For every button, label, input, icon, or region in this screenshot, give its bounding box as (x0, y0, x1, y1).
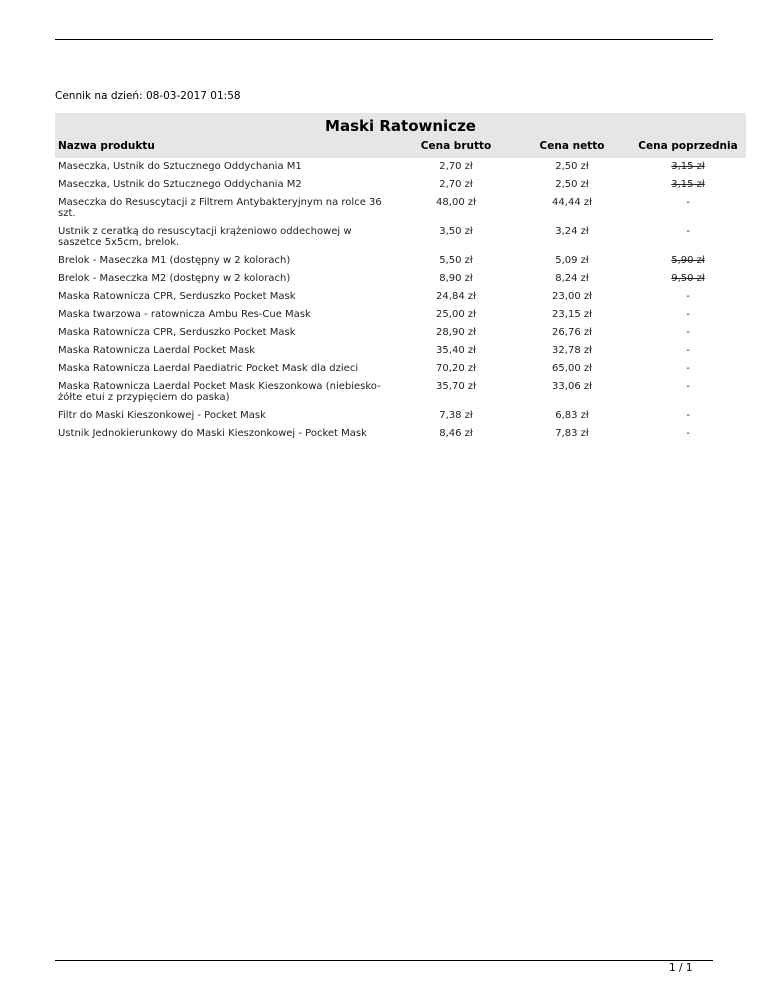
product-name-cell: Maseczka do Resuscytacji z Filtrem Antybakteryjnym na rolce 36 szt. (58, 197, 382, 219)
gross-price-cell: 28,90 zł (436, 327, 476, 338)
table-row (55, 270, 746, 288)
product-name-cell: Maska Ratownicza CPR, Serduszko Pocket Mask (58, 291, 296, 302)
net-price-cell: 26,76 zł (552, 327, 592, 338)
net-price-cell: 33,06 zł (552, 381, 592, 392)
gross-price-cell: 3,50 zł (439, 226, 473, 237)
gross-price-cell: 70,20 zł (436, 363, 476, 374)
product-name-cell: Ustnik z ceratką do resuscytacji krążeniowo oddechowej w saszetce 5x5cm, brelok. (58, 226, 352, 248)
net-price-cell: 2,50 zł (555, 161, 589, 172)
net-price-cell: 7,83 zł (555, 428, 589, 439)
net-price-cell: 6,83 zł (555, 410, 589, 421)
gross-price-cell: 24,84 zł (436, 291, 476, 302)
net-price-cell: 32,78 zł (552, 345, 592, 356)
gross-price-cell: 8,90 zł (439, 273, 473, 284)
gross-price-cell: 35,40 zł (436, 345, 476, 356)
previous-price-cell: - (686, 291, 690, 302)
previous-price-cell: - (686, 345, 690, 356)
product-name-cell: Filtr do Maski Kieszonkowej - Pocket Mask (58, 410, 266, 421)
table-row (55, 425, 746, 443)
table-row (55, 360, 746, 378)
net-price-cell: 23,00 zł (552, 291, 592, 302)
product-name-cell: Maska Ratownicza CPR, Serduszko Pocket Mask (58, 327, 296, 338)
gross-price-cell: 7,38 zł (439, 410, 473, 421)
column-header-net: Cena netto (514, 137, 630, 158)
net-price-cell: 8,24 zł (555, 273, 589, 284)
table-title: Maski Ratownicze (55, 113, 746, 137)
table-row (55, 407, 746, 425)
price-list-date: Cennik na dzień: 08-03-2017 01:58 (55, 90, 241, 102)
price-table (55, 113, 746, 443)
table-row (55, 223, 746, 252)
gross-price-cell: 8,46 zł (439, 428, 473, 439)
product-name-cell: Maseczka, Ustnik do Sztucznego Oddychania M1 (58, 161, 302, 172)
product-name-cell: Maska twarzowa - ratownicza Ambu Res-Cue Mask (58, 309, 311, 320)
previous-price-cell: 5,90 zł (671, 255, 705, 266)
previous-price-cell: 9,50 zł (671, 273, 705, 284)
product-name-cell: Brelok - Maseczka M1 (dostępny w 2 kolorach) (58, 255, 291, 266)
product-name-cell: Brelok - Maseczka M2 (dostępny w 2 kolorach) (58, 273, 291, 284)
product-name-cell: Ustnik Jednokierunkowy do Maski Kieszonkowej - Pocket Mask (58, 428, 367, 439)
net-price-cell: 65,00 zł (552, 363, 592, 374)
table-body (55, 158, 746, 443)
net-price-cell: 23,15 zł (552, 309, 592, 320)
gross-price-cell: 25,00 zł (436, 309, 476, 320)
net-price-cell: 44,44 zł (552, 197, 592, 208)
product-name-cell: Maseczka, Ustnik do Sztucznego Oddychania M2 (58, 179, 302, 190)
previous-price-cell: 3,15 zł (671, 179, 705, 190)
previous-price-cell: - (686, 363, 690, 374)
product-name-cell: Maska Ratownicza Laerdal Pocket Mask Kieszonkowa (niebiesko-żółte etui z przypięciem do paska) (58, 381, 381, 403)
product-name-cell: Maska Ratownicza Laerdal Pocket Mask (58, 345, 256, 356)
table-row (55, 158, 746, 176)
gross-price-cell: 35,70 zł (436, 381, 476, 392)
table-row (55, 324, 746, 342)
table-row (55, 252, 746, 270)
product-name-cell: Maska Ratownicza Laerdal Paediatric Pocket Mask dla dzieci (58, 363, 359, 374)
table-row (55, 306, 746, 324)
net-price-cell: 2,50 zł (555, 179, 589, 190)
table-row (55, 378, 746, 407)
previous-price-cell: - (686, 410, 690, 421)
previous-price-cell: 3,15 zł (671, 161, 705, 172)
bottom-divider (55, 960, 713, 961)
table-row (55, 194, 746, 223)
net-price-cell: 3,24 zł (555, 226, 589, 237)
column-header-name: Nazwa produktu (55, 137, 398, 158)
column-header-gross: Cena brutto (398, 137, 514, 158)
previous-price-cell: - (686, 197, 690, 208)
net-price-cell: 5,09 zł (555, 255, 589, 266)
table-row (55, 176, 746, 194)
page-number: 1 / 1 (669, 962, 693, 974)
column-header-row (55, 137, 746, 158)
column-header-previous: Cena poprzednia (630, 137, 746, 158)
table-row (55, 288, 746, 306)
previous-price-cell: - (686, 428, 690, 439)
gross-price-cell: 2,70 zł (439, 179, 473, 190)
previous-price-cell: - (686, 226, 690, 237)
table-row (55, 342, 746, 360)
previous-price-cell: - (686, 381, 690, 392)
top-divider (55, 39, 713, 40)
gross-price-cell: 48,00 zł (436, 197, 476, 208)
gross-price-cell: 2,70 zł (439, 161, 473, 172)
previous-price-cell: - (686, 327, 690, 338)
gross-price-cell: 5,50 zł (439, 255, 473, 266)
previous-price-cell: - (686, 309, 690, 320)
table-title-row (55, 113, 746, 137)
